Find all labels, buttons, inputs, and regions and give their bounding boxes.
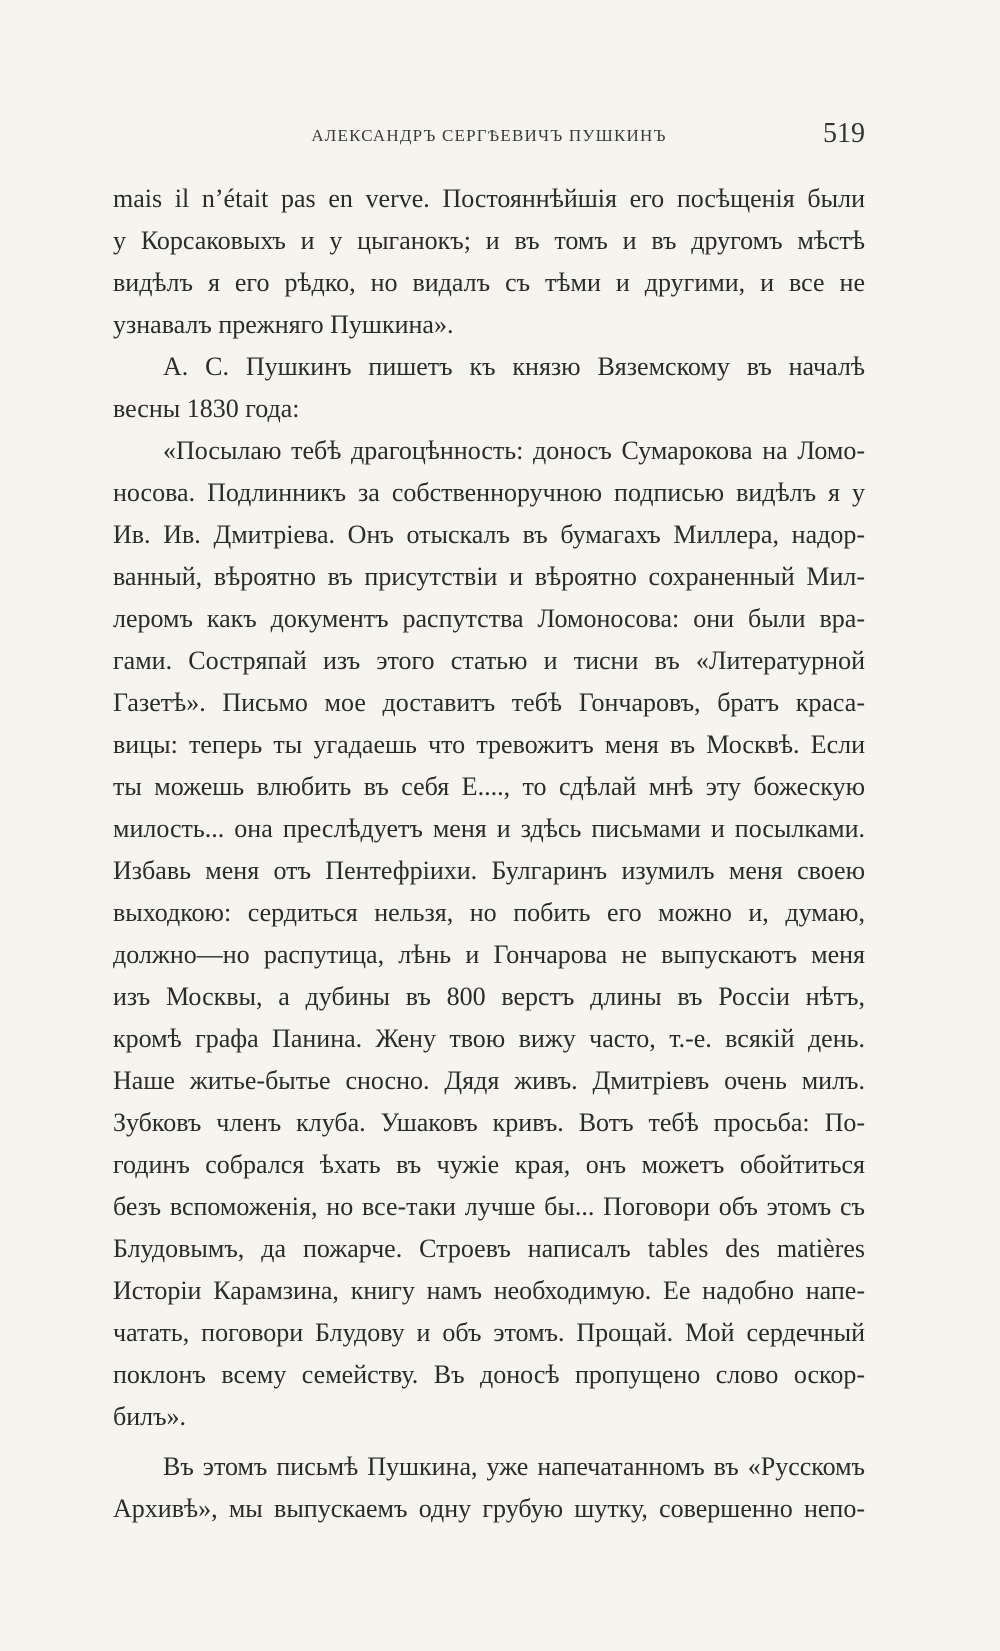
text-line: у Корсаковыхъ и у цыганокъ; и въ томъ и въ другомъ мѣстѣ [113, 226, 865, 255]
text-line: Исторіи Карамзина, книгу намъ необходимую. Ее надобно напе- [113, 1276, 865, 1305]
text-line: Ив. Ив. Дмитріева. Онъ отыскалъ въ бумагахъ Миллера, надор- [113, 520, 865, 549]
text-line: Зубковъ членъ клуба. Ушаковъ кривъ. Вотъ тебѣ просьба: По- [113, 1108, 865, 1137]
text-line: «Посылаю тебѣ драгоцѣнность: доносъ Сумарокова на Ломо- [163, 436, 865, 465]
text-line: носова. Подлинникъ за собственноручною подписью видѣлъ я у [113, 478, 865, 507]
text-line: Въ этомъ письмѣ Пушкина, уже напечатанномъ въ «Русскомъ [163, 1452, 865, 1481]
text-line: гами. Состряпай изъ этого статью и тисни въ «Литературной [113, 646, 865, 675]
text-line: годинъ собрался ѣхать въ чужіе края, онъ можетъ обойтиться [113, 1150, 865, 1179]
text-line: Блудовымъ, да пожарче. Строевъ написалъ tables des matières [113, 1234, 865, 1263]
text-line: ванный, вѣроятно въ присутствіи и вѣроятно сохраненный Мил- [113, 562, 865, 591]
text-line: кромѣ графа Панина. Жену твою вижу часто, т.-е. всякій день. [113, 1024, 865, 1053]
text-line: Наше житье-бытье сносно. Дядя живъ. Дмитріевъ очень милъ. [113, 1066, 865, 1095]
text-line: Архивѣ», мы выпускаемъ одну грубую шутку, совершенно непо- [113, 1494, 865, 1523]
text-line: ты можешь влюбить въ себя Е...., то сдѣлай мнѣ эту божескую [113, 772, 865, 801]
text-line: поклонъ всему семейству. Въ доносѣ пропущено слово оскор- [113, 1360, 865, 1389]
text-line: милость... она преслѣдуетъ меня и здѣсь письмами и посылками. [113, 814, 865, 843]
page-number: 519 [823, 118, 865, 149]
paragraph-gap [113, 1438, 865, 1446]
text-line: изъ Москвы, а дубины въ 800 верстъ длины въ Россіи нѣтъ, [113, 982, 865, 1011]
text-line: должно—но распутица, лѣнь и Гончарова не выпускаютъ меня [113, 940, 865, 969]
running-title: АЛЕКСАНДРЪ СЕРГѢЕВИЧЪ ПУШКИНЪ [311, 126, 667, 145]
text-line: mais il n’était pas en verve. Постояннѣйшія его посѣщенія были [113, 184, 865, 213]
text-line: весны 1830 года: [113, 394, 300, 423]
text-line: Газетѣ». Письмо мое доставитъ тебѣ Гончаровъ, братъ краса- [113, 688, 865, 717]
text-line: леромъ какъ документъ распутства Ломоносова: они были вра- [113, 604, 865, 633]
running-head [113, 118, 865, 158]
text-line: узнавалъ прежняго Пушкина». [113, 310, 454, 339]
text-line: билъ». [113, 1402, 187, 1431]
text-line: вицы: теперь ты угадаешь что тревожитъ меня въ Москвѣ. Если [113, 730, 865, 759]
text-line: чатать, поговори Блудову и объ этомъ. Прощай. Мой сердечный [113, 1318, 865, 1347]
text-line: выходкою: сердиться нельзя, но побить его можно и, думаю, [113, 898, 865, 927]
text-line: Избавь меня отъ Пентефріихи. Булгаринъ изумилъ меня своею [113, 856, 865, 885]
text-line: А. С. Пушкинъ пишетъ къ князю Вяземскому въ началѣ [163, 352, 865, 381]
body-text [113, 178, 865, 1530]
text-line: безъ вспоможенія, но все-таки лучше бы... Поговори объ этомъ съ [113, 1192, 865, 1221]
text-line: видѣлъ я его рѣдко, но видалъ съ тѣми и другими, и все не [113, 268, 865, 297]
